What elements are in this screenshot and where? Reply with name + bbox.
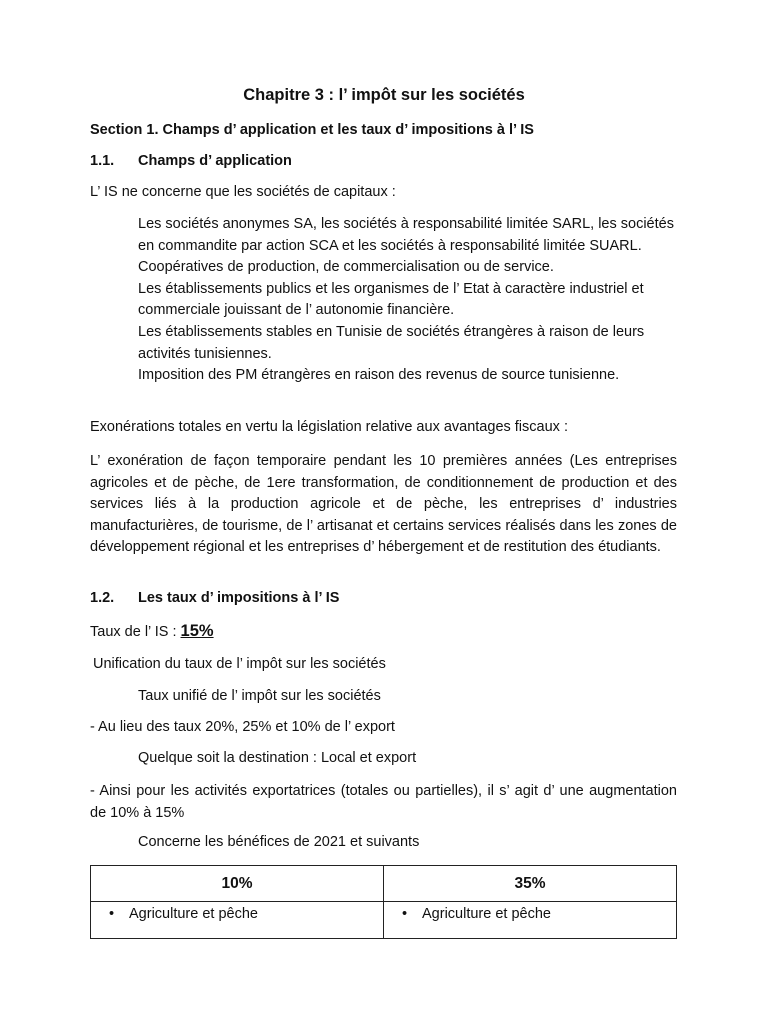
rates-table — [90, 865, 677, 939]
exoneration-paragraph: L’ exonération de façon temporaire pendant les 10 premières années (Les entreprises agricoles et de pèche, de 1ere transformation, de conditionnement de production et des services liés à la production agricole et de pèche, les entreprises d’ industries manufacturières, de tourisme, de l’ artisanat et certains services réalisés dans les zones de développement régional et les entreprises d’ hébergement et de restitution des étudiants. — [90, 453, 677, 555]
subsection-1-2-label: Les taux d’ impositions à l’ IS — [138, 590, 340, 606]
tax-rate-value: 15% — [180, 622, 214, 640]
table-cell — [384, 902, 677, 939]
table-row — [91, 902, 677, 939]
cell-text: Agriculture et pêche — [129, 906, 258, 922]
tax-rate-line — [90, 622, 214, 641]
subsection-1-2-number: 1.2. — [90, 590, 115, 606]
chapter-title: Chapitre 3 : l’ impôt sur les sociétés — [243, 86, 525, 104]
subsection-1-1-heading — [90, 153, 292, 169]
cell-text: Agriculture et pêche — [422, 906, 551, 922]
unified-rate-text: Taux unifié de l’ impôt sur les sociétés — [138, 688, 381, 704]
table-header-row — [91, 866, 677, 902]
company-types-list — [138, 214, 680, 387]
subsection-1-1-label: Champs d’ application — [138, 153, 292, 169]
destination-text: Quelque soit la destination : Local et export — [138, 750, 417, 766]
intro-text: L’ IS ne concerne que les sociétés de capitaux : — [90, 184, 396, 200]
list-item: Coopératives de production, de commercialisation ou de service. — [138, 259, 554, 276]
list-item: Les sociétés anonymes SA, les sociétés à responsabilité limitée SARL, les sociétés en commandite par action SCA et les sociétés à responsabilité limitée SUARL. — [138, 216, 674, 254]
subsection-1-2-heading — [90, 590, 340, 606]
list-item: Les établissements publics et les organismes de l’ Etat à caractère industriel et commerciale jouissant de l’ autonomie financière. — [138, 280, 644, 319]
tax-rate-label: Taux de l’ IS : — [90, 624, 177, 640]
rate-35-header: 35% — [384, 866, 677, 902]
previous-rates-text: - Au lieu des taux 20%, 25% et 10% de l’ export — [90, 719, 395, 735]
list-item: Imposition des PM étrangères en raison des revenus de source tunisienne. — [138, 367, 620, 384]
section-1-heading: Section 1. Champs d’ application et les taux d’ impositions à l’ IS — [90, 122, 534, 138]
benefits-year-text: Concerne les bénéfices de 2021 et suivants — [138, 834, 420, 850]
bullet-icon: • — [402, 906, 408, 922]
export-increase-text: - Ainsi pour les activités exportatrices (totales ou partielles), il s’ agit d’ une augmentation de 10% à 15% — [90, 783, 677, 821]
unification-text: Unification du taux de l’ impôt sur les sociétés — [93, 656, 386, 672]
exonerations-title: Exonérations totales en vertu la législation relative aux avantages fiscaux : — [90, 419, 568, 435]
rate-10-header: 10% — [91, 866, 384, 902]
list-item: Les établissements stables en Tunisie de sociétés étrangères à raison de leurs activités tunisiennes. — [138, 323, 645, 362]
table-cell — [91, 902, 384, 939]
subsection-1-1-number: 1.1. — [90, 153, 115, 169]
bullet-icon: • — [109, 906, 115, 922]
